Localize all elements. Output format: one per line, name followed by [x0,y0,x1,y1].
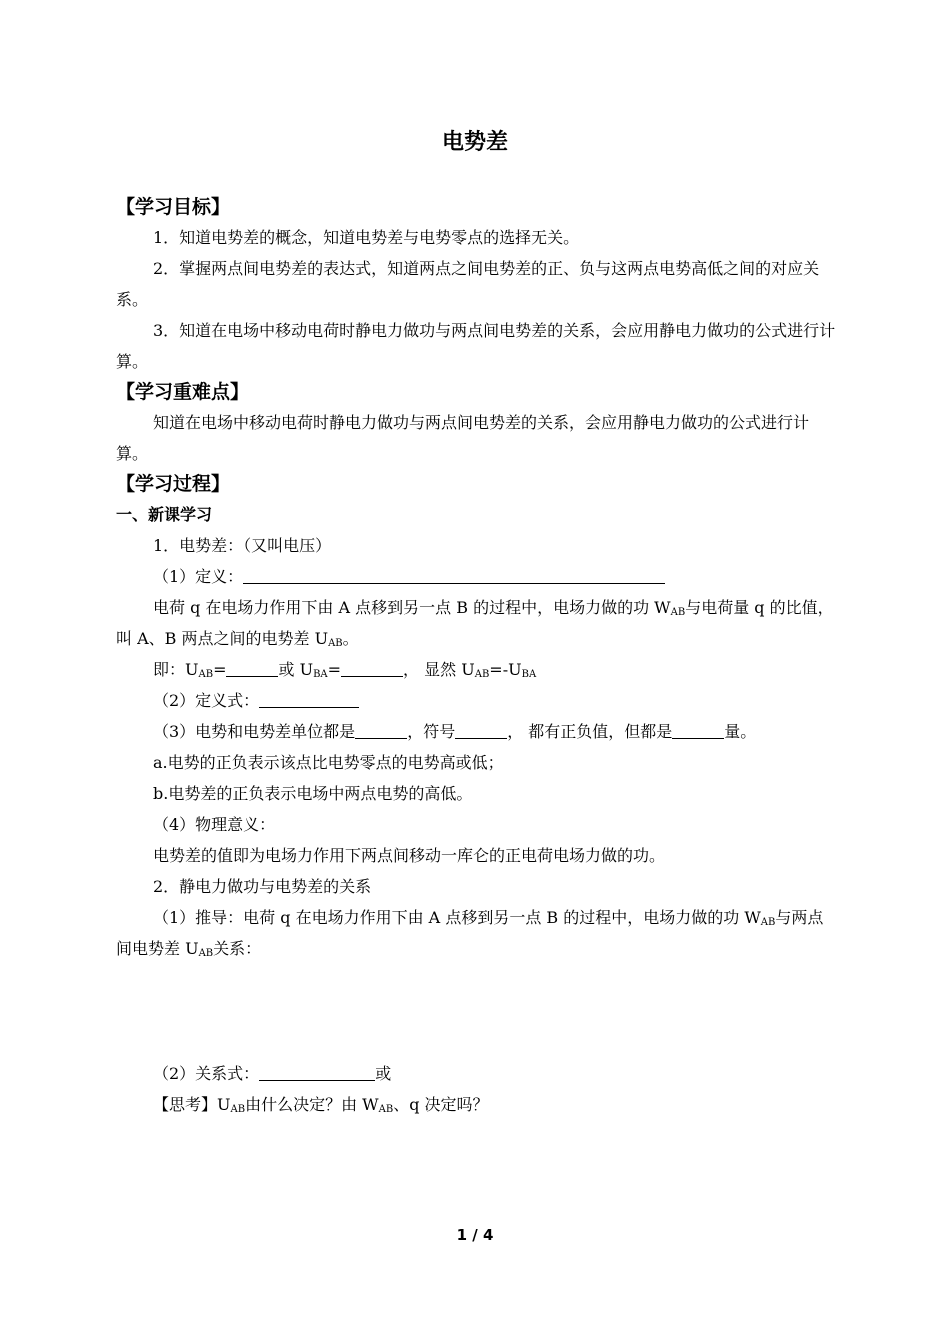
physical-meaning-label: （4）物理意义： [153,815,276,834]
page-number: 1 / 4 [456,1226,494,1244]
goal-item-1: 1．知道电势差的概念，知道电势差与电势零点的选择无关。 [153,228,580,247]
goal-item-2: 2．掌握两点间电势差的表达式，知道两点之间电势差的正、负与这两点电势高低之间的对应关系。 [116,259,820,309]
physical-meaning-text: 电势差的值即为电场力作用下两点间移动一库仑的正电荷电场力做的功。 [153,846,666,865]
note-a: a.电势的正负表示该点比电势零点的电势高或低； [153,753,504,772]
think-question: 【思考】$U_{AB}$由什么决定？由 $W_{AB}$、q 决定吗？ [153,1095,489,1115]
section-heading-goals: 【学习目标】 [116,196,231,218]
formula-line: 即：$U_{AB}=$ 或 $U_{BA}=$ ， 显然 $U_{AB}=-U_{BA}$ [153,660,537,680]
unit-blank[interactable] [355,720,407,739]
definition-line [116,561,836,592]
document-body [116,192,836,1120]
note-b: b.电势差的正负表示电场中两点电势的高低。 [153,784,473,803]
definition-label: （1）定义： [153,567,244,586]
definition-blank[interactable] [243,565,665,584]
key-points-text: 知道在电场中移动电荷时静电力做功与两点间电势差的关系，会应用静电力做功的公式进行计算。 [116,413,810,463]
symbol-blank[interactable] [455,720,507,739]
goal-item-3: 3．知道在电场中移动电荷时静电力做功与两点间电势差的关系，会应用静电力做功的公式进行计算。 [116,321,836,371]
subsection-heading: 一、新课学习 [116,505,213,524]
definition-formula-line: （2）定义式： [116,685,836,716]
relation-blank[interactable] [259,1062,375,1081]
unit-line: （3）电势和电势差单位都是 ，符号 ， 都有正负值，但都是 量。 [153,722,757,741]
formula-blank-1[interactable] [226,658,278,677]
derivation-text: （1）推导：电荷 q 在电场力作用下由 A 点移到另一点 B 的过程中，电场力做的功 $W_{AB}$与两点间电势差 $U_{AB}$关系： [116,908,824,959]
item-work-relation: 2．静电力做功与电势差的关系 [153,877,372,896]
formula-blank-2[interactable] [341,658,403,677]
quantity-type-blank[interactable] [672,720,724,739]
page-title: 电势差 [441,130,508,155]
definition-text: 电荷 q 在电场力作用下由 A 点移到另一点 B 的过程中，电场力做的功 $W_{AB}$与电荷量 q 的比值，叫 A、B 两点之间的电势差 $U_{AB}$。 [116,598,834,649]
answer-space[interactable] [116,964,836,1058]
relation-line: （2）关系式： 或 [153,1064,392,1083]
item-potential-difference: 1．电势差：（又叫电压） [153,536,332,555]
section-heading-key-points: 【学习重难点】 [116,381,250,403]
definition-formula-blank[interactable] [259,689,359,708]
section-heading-process: 【学习过程】 [116,473,231,495]
